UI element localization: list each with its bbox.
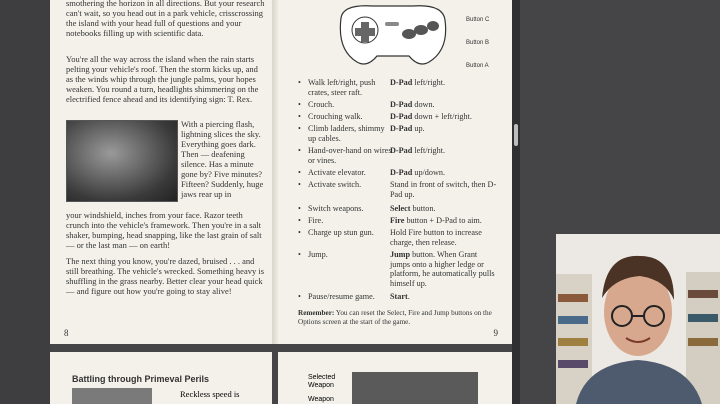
- story-wrap-text: With a piercing flash, lightning slices the sky. Everything goes dark. Then — deafening silence. Has a minute gone by? Five minutes? Fifteen? Suddenly, huge jaws rear up in: [181, 119, 264, 199]
- control-input: [390, 78, 498, 88]
- control-action: Crouch.: [308, 100, 335, 109]
- bullet: •: [298, 228, 301, 237]
- control-detail: down + left/right.: [412, 112, 472, 121]
- intro-paragraph: smothering the horizon in all directions. But your research can't wait, so you head out in a park vehicle, crisscrossing the island with your head full of questions and your notebooks filling up with scientific data.: [66, 0, 265, 38]
- control-detail: .: [407, 292, 410, 301]
- vertical-scrollbar[interactable]: [512, 0, 520, 404]
- next-page-left: [50, 352, 272, 404]
- label-button-b: Button B: [466, 40, 490, 46]
- webcam-overlay: [556, 234, 720, 404]
- control-detail: up.: [412, 124, 425, 133]
- control-action: Walk left/right, push crates, steer raft.: [308, 78, 376, 97]
- control-detail: button. When Grant jumps onto a higher ledge or platform, he automatically pulls himself up.: [390, 250, 495, 288]
- remember-text: You can reset the Select, Fire and Jump buttons on the Options screen at the start of the game.: [298, 309, 492, 326]
- label-button-c: Button C: [466, 17, 490, 23]
- selected-weapon-label: Selected Weapon: [308, 374, 336, 389]
- bullet: •: [298, 168, 301, 177]
- page-number-right: 9: [493, 328, 498, 338]
- story-paragraph-2: You're all the way across the island when the rain starts pelting your vehicle's roof. Then the storm kicks up, and as the winds whip through the jungle palms, your hopes weaken. You round a turn, headlights shimmering on the electrified fence ahead and its identifying sign: T. Rex.: [66, 54, 259, 104]
- control-detail: down.: [412, 100, 435, 109]
- story-paragraph-4: The next thing you know, you're dazed, bruised . . . and still breathing. The vehicle's wrecked. Something heavy is shuffling in the grass nearby. Better clear your head quick — and figure out how you're going to stay alive!: [66, 256, 265, 296]
- scrollbar-thumb[interactable]: [514, 124, 518, 146]
- control-action: Crouching walk.: [308, 112, 363, 121]
- control-input: [390, 112, 498, 122]
- control-input: [390, 228, 498, 247]
- bullet: •: [298, 216, 301, 225]
- bullet: •: [298, 250, 301, 259]
- control-key: D-Pad: [390, 124, 413, 133]
- control-key: Jump: [390, 250, 411, 259]
- control-detail: button.: [410, 204, 436, 213]
- control-input: [390, 168, 498, 178]
- control-action: Pause/resume game.: [308, 292, 375, 301]
- bullet: •: [298, 146, 301, 155]
- control-action: Charge up stun gun.: [308, 228, 374, 237]
- control-key: Fire: [390, 216, 405, 225]
- manual-page-right: [278, 0, 512, 344]
- control-action: Fire.: [308, 216, 324, 225]
- control-key: D-Pad: [390, 168, 413, 177]
- control-detail: left/right.: [412, 146, 446, 155]
- control-key: Start: [390, 292, 408, 301]
- next-page-right: [278, 352, 512, 404]
- control-input: [390, 146, 498, 156]
- trex-attack-illustration: [66, 120, 178, 202]
- bullet: •: [298, 112, 301, 121]
- page-number-left: 8: [64, 328, 69, 338]
- controller-diagram: [333, 0, 453, 70]
- label-button-a: Button A: [466, 63, 489, 69]
- control-key: Select: [390, 204, 411, 213]
- webcam-presenter-video: [556, 234, 720, 404]
- game-screenshot: [352, 372, 478, 404]
- remember-label: Remember:: [298, 309, 335, 317]
- control-input: [390, 124, 498, 134]
- bullet: •: [298, 100, 301, 109]
- control-input: [390, 204, 498, 214]
- control-key: D-Pad: [390, 146, 413, 155]
- control-action: Activate elevator.: [308, 168, 366, 177]
- control-action: Hand-over-hand on wires or vines.: [308, 146, 392, 165]
- control-action: Climb ladders, shimmy up cables.: [308, 124, 385, 143]
- bullet: •: [298, 204, 301, 213]
- control-input: [390, 100, 498, 110]
- next-page-heading: Battling through Primeval Perils: [72, 374, 210, 384]
- bullet: •: [298, 124, 301, 133]
- viewer-left-margin: [0, 0, 50, 404]
- control-key: D-Pad: [390, 112, 413, 121]
- remember-note: [298, 309, 498, 327]
- control-detail: button + D-Pad to aim.: [404, 216, 482, 225]
- weapon-label: Weapon: [308, 396, 334, 403]
- bullet: •: [298, 180, 301, 189]
- control-action: Activate switch.: [308, 180, 362, 189]
- control-key: D-Pad: [390, 78, 413, 87]
- control-detail: up/down.: [412, 168, 446, 177]
- control-action: Jump.: [308, 250, 328, 259]
- control-action: Switch weapons.: [308, 204, 364, 213]
- control-detail: left/right.: [412, 78, 446, 87]
- next-page-snippet: Reckless speed is: [180, 389, 240, 399]
- manual-page-left: [50, 0, 272, 344]
- control-input: [390, 292, 498, 302]
- control-detail: Stand in front of switch, then D-Pad up.: [390, 180, 497, 199]
- control-input: [390, 250, 498, 288]
- control-input: [390, 216, 498, 226]
- next-page-image: [72, 388, 152, 404]
- bullet: •: [298, 78, 301, 87]
- story-paragraph-3: your windshield, inches from your face. Razor teeth crunch into the vehicle's framework. Then you're in a salt shaker, bumping, head snapping, like the last grain of salt — or the last man — on earth!: [66, 210, 262, 250]
- control-key: D-Pad: [390, 100, 413, 109]
- control-detail: Hold Fire button to increase charge, then release.: [390, 228, 482, 247]
- control-input: [390, 180, 498, 199]
- bullet: •: [298, 292, 301, 301]
